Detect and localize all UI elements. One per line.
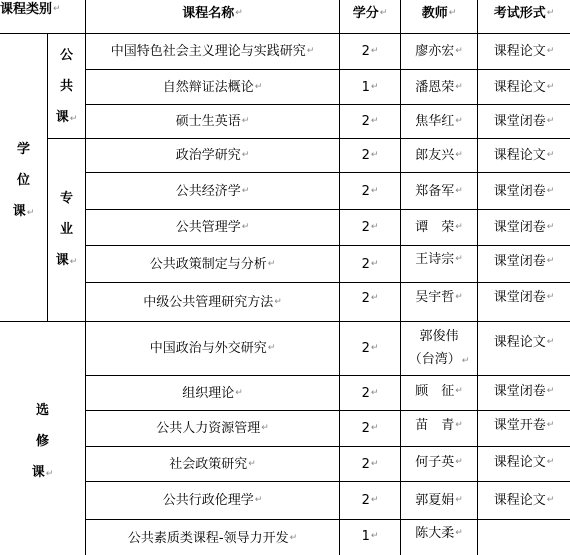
course-name-cell: 政治学研究 ↵ [175, 148, 250, 163]
credits-cell: 2 ↵ [361, 290, 379, 306]
credits-cell: 2 ↵ [361, 341, 379, 356]
group-elective-label: 选 修 课↵ [31, 402, 54, 480]
course-name-cell: 公共政策制定与分析 ↵ [149, 256, 276, 272]
credits-cell: 2 ↵ [361, 183, 379, 199]
teacher-cell: 郑备军 ↵ [415, 183, 463, 199]
exam-form-cell: 课堂闭卷 ↵ [493, 253, 555, 269]
teacher-cell: 顾 征 ↵ [415, 383, 463, 399]
course-name-cell: 中级公共管理研究方法 ↵ [143, 294, 282, 310]
exam-form-cell: 课堂闭卷 ↵ [493, 220, 555, 235]
course-name-cell: 中国政治与外交研究 ↵ [149, 341, 276, 356]
exam-form-cell: 课程论文 ↵ [493, 493, 555, 508]
exam-form-cell: 课程论文 ↵ [493, 334, 555, 350]
course-name-cell: 社会政策研究 ↵ [169, 456, 256, 472]
credits-cell: 1 ↵ [361, 79, 379, 95]
exam-form-cell: 课程论文 ↵ [493, 454, 555, 470]
course-name-cell: 公共管理学 ↵ [175, 220, 250, 235]
header-teacher: 教师 ↵ [421, 5, 457, 21]
credits-cell: 2 ↵ [361, 385, 379, 401]
course-name-cell: 公共人力资源管理 ↵ [156, 421, 269, 436]
credits-cell: 1 ↵ [361, 528, 379, 544]
course-name-cell: 硕士生英语 ↵ [175, 114, 250, 129]
teacher-cell: 廖亦宏 ↵ [415, 44, 463, 59]
teacher-cell: 郭俊伟 （台湾）↵ [408, 328, 470, 367]
course-name-cell: 自然辩证法概论 ↵ [162, 79, 263, 95]
credits-cell: 2 ↵ [361, 114, 379, 129]
exam-form-cell: 课堂闭卷 ↵ [493, 383, 555, 399]
exam-form-cell: 课程论文 ↵ [493, 79, 555, 95]
teacher-cell: 苗 青 ↵ [415, 417, 463, 433]
course-name-cell: 中国特色社会主义理论与实践研究 ↵ [110, 44, 315, 59]
teacher-cell: 陈大柔 ↵ [415, 525, 463, 541]
teacher-cell: 潘恩荣 ↵ [415, 79, 463, 95]
course-name-cell: 组织理论 ↵ [182, 385, 243, 401]
exam-form-cell: 课堂闭卷 ↵ [493, 183, 555, 199]
exam-form-cell [478, 522, 570, 550]
credits-cell: 2 ↵ [361, 421, 379, 436]
group-public-label: 公 共 课↵ [55, 47, 78, 125]
credits-cell: 2 ↵ [361, 220, 379, 235]
header-exam-form: 考试形式 ↵ [493, 5, 555, 21]
credits-cell: 2 ↵ [361, 148, 379, 163]
course-name-cell: 公共素质类课程-领导力开发 ↵ [127, 531, 298, 546]
table-rule [85, 519, 570, 520]
credits-cell: 2 ↵ [361, 456, 379, 472]
exam-form-cell: 课堂开卷 ↵ [493, 417, 555, 433]
teacher-cell: 谭 荣 ↵ [415, 220, 463, 235]
group-degree-label: 学 位 课↵ [12, 141, 35, 219]
course-name-cell: 公共经济学 ↵ [175, 183, 250, 199]
header-course-name: 课程名称 ↵ [182, 5, 243, 21]
group-major-label: 专 业 课↵ [55, 190, 78, 268]
teacher-cell: 何子英 ↵ [415, 454, 463, 470]
teacher-cell: 郭夏娟 ↵ [415, 493, 463, 508]
teacher-cell: 焦华红 ↵ [415, 114, 463, 129]
exam-form-cell: 课堂闭卷 ↵ [493, 114, 555, 129]
exam-form-cell: 课程论文 ↵ [493, 148, 555, 163]
exam-form-cell: 课堂闭卷 ↵ [493, 289, 555, 305]
credits-cell: 2 ↵ [361, 44, 379, 59]
credits-cell: 2 ↵ [361, 493, 379, 508]
teacher-cell: 王诗宗 ↵ [415, 252, 463, 267]
course-name-cell: 公共行政伦理学 ↵ [162, 493, 263, 508]
exam-form-cell: 课程论文 ↵ [493, 44, 555, 59]
teacher-cell: 郎友兴 ↵ [415, 148, 463, 163]
teacher-cell: 吴宇哲 ↵ [415, 289, 463, 305]
header-credits: 学分 ↵ [352, 5, 388, 21]
credits-cell: 2 ↵ [361, 256, 379, 272]
header-category: 课程类别 ↵ [0, 2, 61, 17]
